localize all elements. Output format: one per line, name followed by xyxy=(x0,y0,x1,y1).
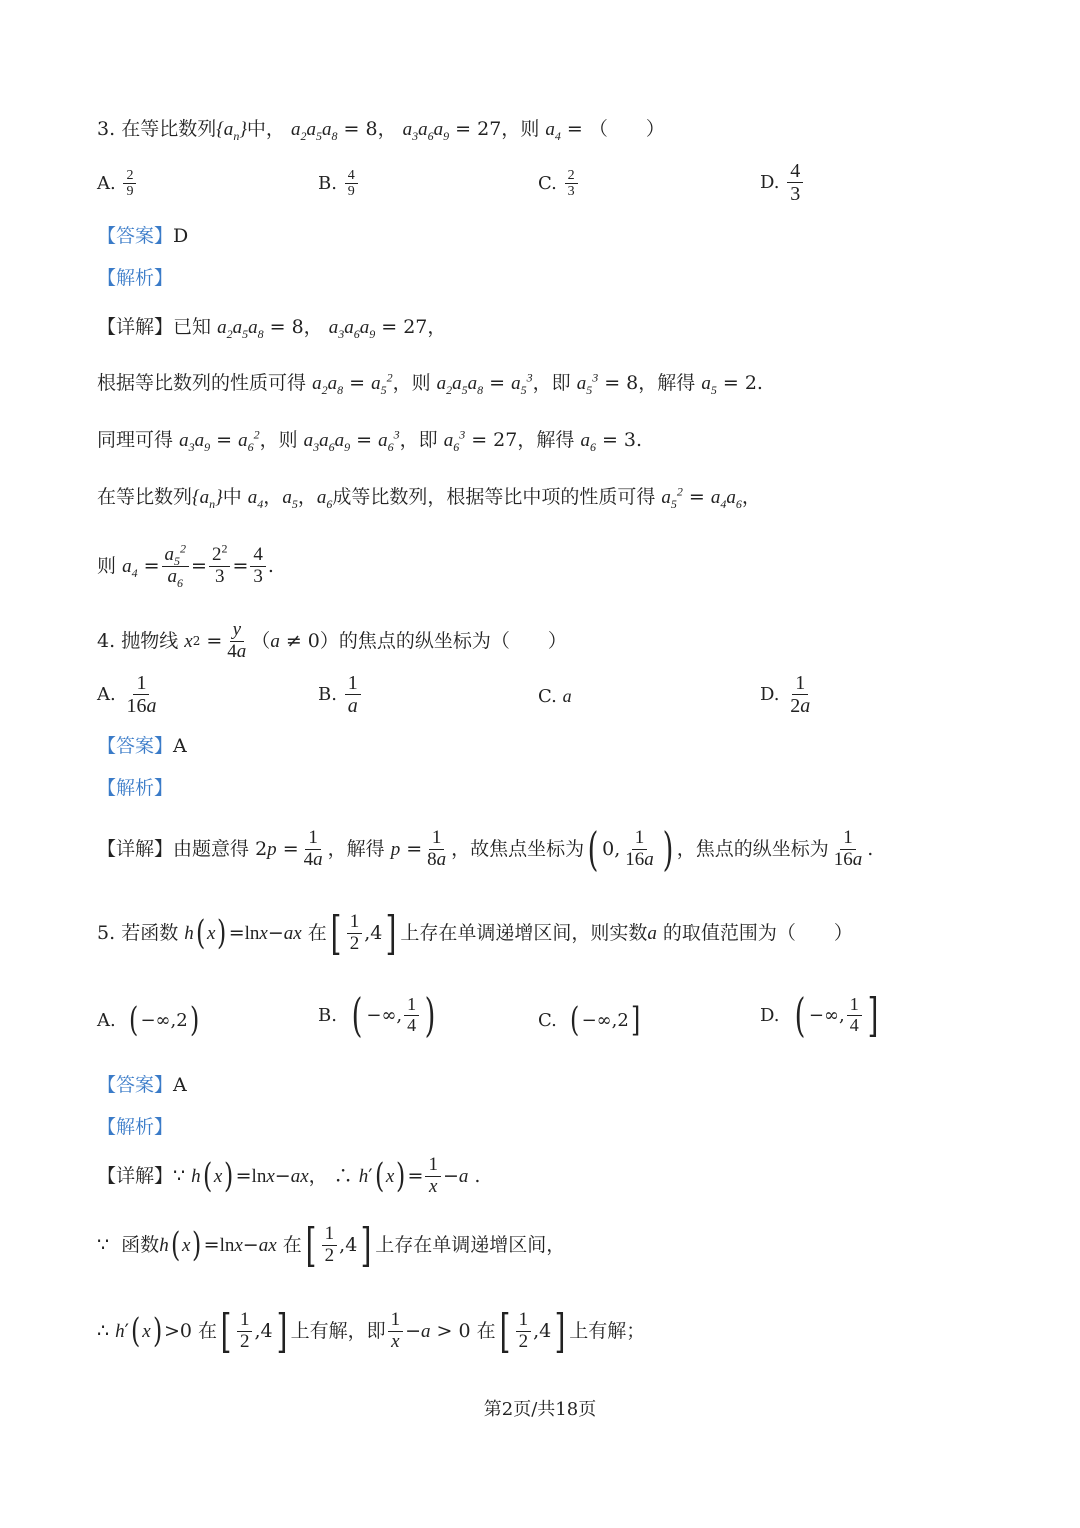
q4-option-c: C. a xyxy=(538,686,572,707)
q4-analysis-label: 【解析】 xyxy=(97,777,174,799)
q4-stem: 4. 抛物线 x 2 = $\frac{y}{4a}$ （ a ≠ 0 ）的焦点的纵坐标为（ ） xyxy=(97,619,567,662)
q5-option-c: C. ( −∞,2 ] xyxy=(538,1000,641,1040)
q5-detail-3: ∴ h ′ ( x ) >0 在 [ $\frac{1}{2}$ ,4 ] 上有解，即 $\frac{1}{x}$ − a > 0 在 [ $\frac{1}{2}$ ,4 ] 上有解； xyxy=(97,1303,646,1358)
q5-answer: 【答案】A xyxy=(97,1074,187,1096)
q5-analysis-label: 【解析】 xyxy=(97,1116,174,1138)
q3-answer: 【答案】D xyxy=(97,225,189,247)
q4-answer: 【答案】A xyxy=(97,735,187,757)
q3-detail-2: 根据等比数列的性质可得 $a_2a_8 = a_5^2$，则 $a_2a_5a_8 = a_5^3$，即 $a_5^3 = 8$，解得 $a_5 = 2$. xyxy=(97,370,763,397)
q3-option-d: D. $\frac{4}{3}$ xyxy=(760,160,805,205)
q3-stem: 3. 在等比数列$\{a_n\}$中， $a_2a_5a_8 = 8$， $a_3a_6a_9 = 27$，则 $a_4$ = （ ） xyxy=(97,118,665,143)
q3-option-c: C. $\frac{2}{3}$ xyxy=(538,168,580,200)
page-footer: 第2页/共18页 xyxy=(483,1399,597,1420)
q3-detail-5: 则 $a_4$ = $\frac{a_5^2}{a_6}$ = $\frac{2^2}{3}$ = $\frac{4}{3}$ . xyxy=(97,541,274,590)
q3-detail-4: 在等比数列$\{a_n\}$中 $a_4$，$a_5$，$a_6$成等比数列，根据等比中项的性质可得 $a_5^2 = a_4a_6$， xyxy=(97,484,761,511)
q5-option-b: B. ( −∞, $\frac{1}{4}$ ) xyxy=(318,987,436,1042)
q3-detail-1: 【详解】已知 $a_2a_5a_8 = 8$， $a_3a_6a_9 = 27$， xyxy=(97,316,447,341)
q4-detail-1: 【详解】 由题意得 2 p = $\frac{1}{4a}$ ，解得 p = $\frac{1}{8a}$ ，故焦点坐标为 ( 0, $\frac{1}{16a}$ ) ，焦点的纵坐标为 $\frac{1}{16a}$ . xyxy=(97,821,874,876)
q3-detail-3: 同理可得 $a_3a_9 = a_6^2$，则 $a_3a_6a_9 = a_6^3$，即 $a_6^3 = 27$，解得 $a_6 = 3$. xyxy=(97,427,643,454)
q3-option-a: A. $\frac{2}{9}$ xyxy=(97,168,138,200)
q3-option-b: B. $\frac{4}{9}$ xyxy=(318,168,360,200)
q5-option-d: D. ( −∞, $\frac{1}{4}$ ] xyxy=(760,987,879,1042)
q3-analysis-label: 【解析】 xyxy=(97,267,174,289)
q4-option-a: A. $\frac{1}{16a}$ xyxy=(97,672,157,717)
q4-option-b: B. $\frac{1}{a}$ xyxy=(318,672,363,717)
q5-detail-1: 【详解】 ∵ h ( x ) = ln x − ax ， ∴ h ′ ( x ) = $\frac{1}{x}$ − a . xyxy=(97,1154,481,1197)
q4-option-d: D. $\frac{1}{2a}$ xyxy=(760,672,811,717)
q5-detail-2: ∵ 函数 h ( x ) = ln x − ax 在 [ $\frac{1}{2}$ ,4 ] 上存在单调递增区间， xyxy=(97,1217,566,1272)
q5-stem: 5. 若函数 h ( x ) = ln x − ax 在 [ $\frac{1}{2}$ ,4 ] 上存在单调递增区间，则实数 a 的取值范围为（ ） xyxy=(97,905,853,960)
q5-option-a: A. ( −∞,2 ) xyxy=(97,1000,199,1040)
